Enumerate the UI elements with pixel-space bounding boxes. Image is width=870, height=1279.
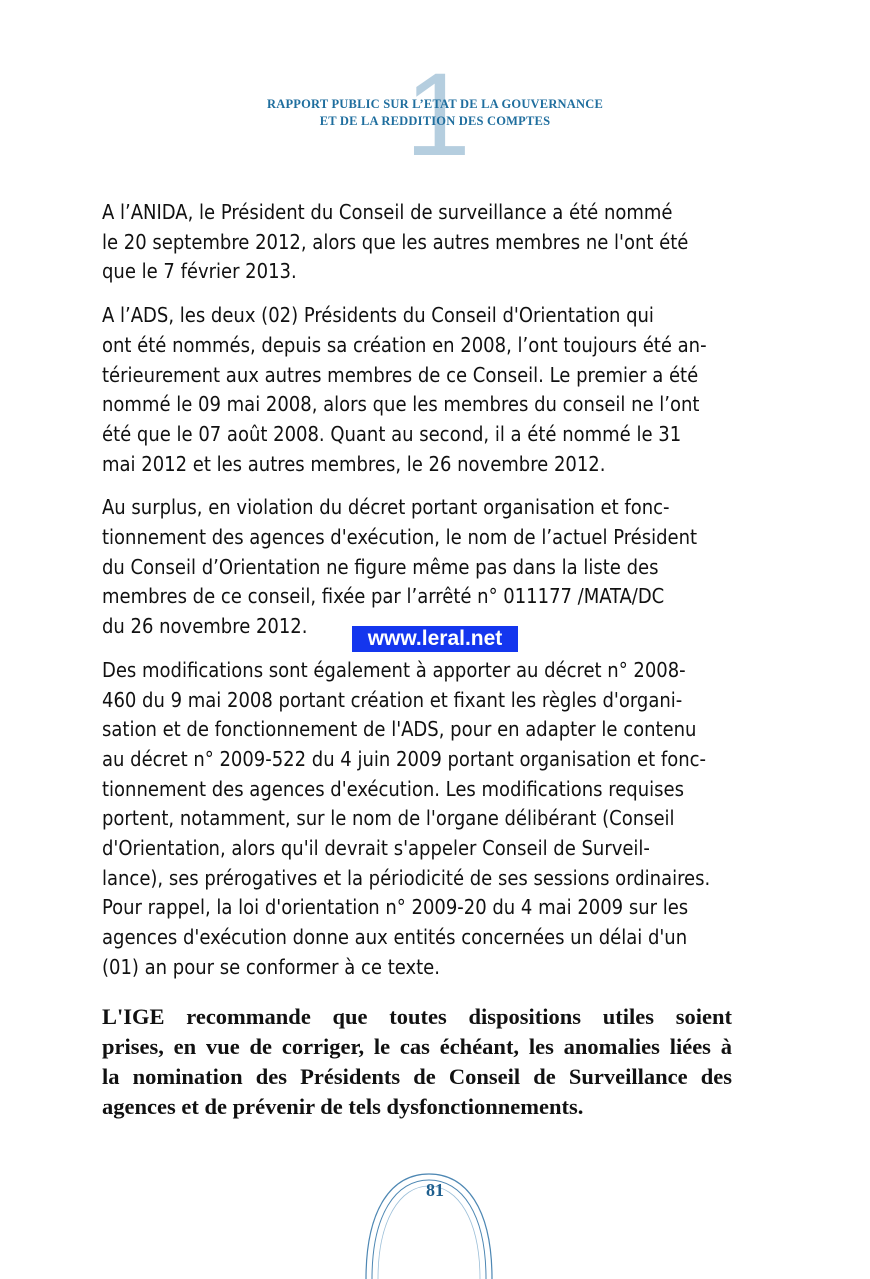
text-line: térieurement aux autres membres de ce Conseil. Le premier a été — [102, 362, 699, 387]
text-line: du 26 novembre 2012. — [102, 614, 308, 639]
text-line: au décret n° 2009-522 du 4 juin 2009 portant organisation et fonc- — [102, 746, 707, 771]
text-line: que le 7 février 2013. — [102, 259, 297, 284]
report-header — [0, 96, 870, 130]
paragraph-surplus — [102, 493, 732, 642]
recommendation-block — [102, 1002, 732, 1122]
volume-number: 1 — [405, 49, 471, 181]
recommendation-line: la nomination des Présidents de Conseil de Surveillance des — [102, 1064, 732, 1089]
text-line: 460 du 9 mai 2008 portant création et fixant les règles d'organi- — [102, 687, 683, 712]
paragraph-ads — [102, 301, 732, 479]
text-line: tionnement des agences d'exécution. Les modifications requises — [102, 776, 684, 801]
watermark-link[interactable]: www.leral.net — [352, 626, 518, 652]
text-line: sation et de fonctionnement de l'ADS, pour en adapter le contenu — [102, 717, 697, 742]
text-line: portent, notamment, sur le nom de l'organe délibérant (Conseil — [102, 806, 675, 831]
text-line: (01) an pour se conformer à ce texte. — [102, 954, 440, 979]
paragraph-anida — [102, 198, 732, 287]
text-line: membres de ce conseil, fixée par l’arrêté n° 011177 /MATA/DC — [102, 584, 665, 609]
text-line: été que le 07 août 2008. Quant au second, il a été nommé le 31 — [102, 421, 682, 446]
text-line: Pour rappel, la loi d'orientation n° 2009-20 du 4 mai 2009 sur les — [102, 895, 689, 920]
header-title-line1: RAPPORT PUBLIC SUR L’ETAT DE LA GOUVERNANCE — [267, 97, 603, 111]
text-line: Au surplus, en violation du décret portant organisation et fonc- — [102, 495, 670, 520]
recommendation-line: prises, en vue de corriger, le cas échéant, les anomalies liées à — [102, 1034, 732, 1059]
recommendation-line: agences et de prévenir de tels dysfonctionnements. — [102, 1094, 584, 1119]
text-line: lance), ses prérogatives et la périodicité de ses sessions ordinaires. — [102, 865, 711, 890]
text-line: le 20 septembre 2012, alors que les autres membres ne l'ont été — [102, 229, 689, 254]
text-line: agences d'exécution donne aux entités concernées un délai d'un — [102, 925, 688, 950]
body-text — [102, 198, 732, 997]
page-number: 81 — [426, 1180, 444, 1200]
text-line: du Conseil d’Orientation ne figure même pas dans la liste des — [102, 554, 659, 579]
text-line: Des modifications sont également à apporter au décret n° 2008- — [102, 657, 686, 682]
text-line: ont été nommés, depuis sa création en 2008, l’ont toujours été an- — [102, 332, 707, 357]
text-line: d'Orientation, alors qu'il devrait s'appeler Conseil de Surveil- — [102, 836, 650, 861]
recommendation-line: L'IGE recommande que toutes dispositions utiles soient — [102, 1004, 732, 1029]
text-line: mai 2012 et les autres membres, le 26 novembre 2012. — [102, 451, 606, 476]
header-title-line2: ET DE LA REDDITION DES COMPTES — [319, 114, 551, 128]
paragraph-modifications — [102, 656, 732, 983]
text-line: A l’ANIDA, le Président du Conseil de surveillance a été nommé — [102, 200, 673, 224]
text-line: A l’ADS, les deux (02) Présidents du Conseil d'Orientation qui — [102, 303, 654, 328]
text-line: nommé le 09 mai 2008, alors que les membres du conseil ne l’ont — [102, 392, 700, 417]
text-line: tionnement des agences d'exécution, le nom de l’actuel Président — [102, 525, 698, 550]
